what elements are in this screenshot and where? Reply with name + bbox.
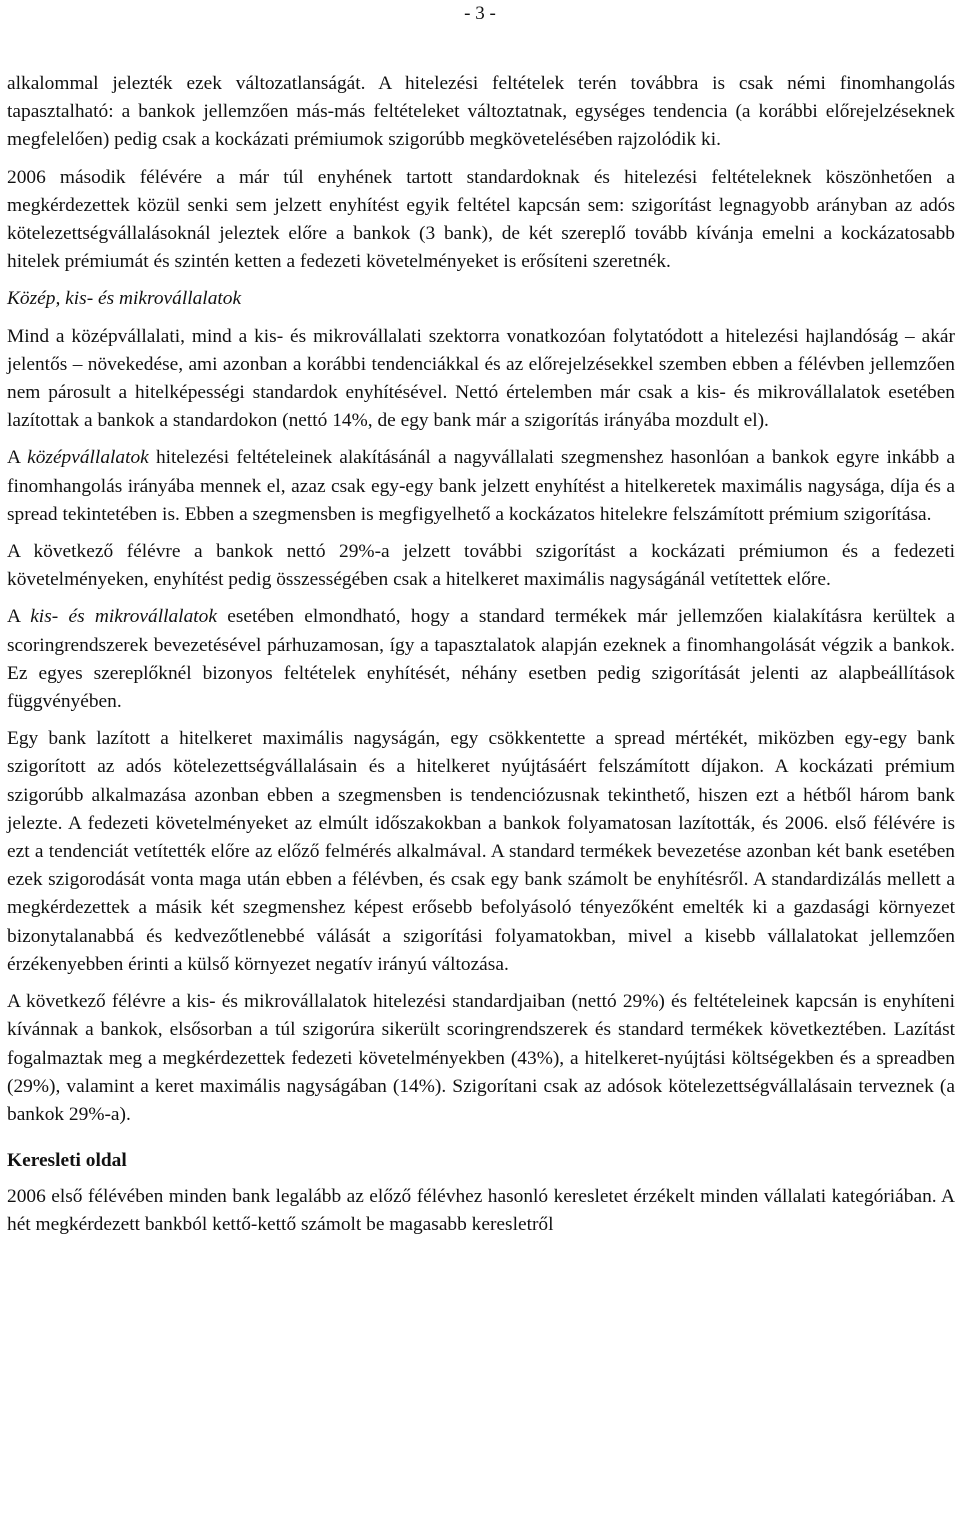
paragraph-9: 2006 első félévében minden bank legalább az előző félévhez hasonló keresletet érzékelt minden vállalati kategóriában. A hét megkérdezett bankból kettő-kettő számolt be magasabb keresletről <box>7 1186 955 1236</box>
p6-lead: A <box>7 606 31 628</box>
section-heading: Keresleti oldal <box>7 1150 127 1172</box>
subheading-sme <box>7 285 955 313</box>
paragraph-1: alkalommal jelezték ezek változatlanságát. A hitelezési feltételek terén továbbra is csak némi finomhangolás tapasztalható: a bankok jellemzően más-más feltételeket változtatnak, egységes tendencia (a korábbi előrejelzéseknek megfelelően) pedig csak a kockázati prémiumok szigorúbb megkövetelésében rajzolódik ki. <box>7 73 955 151</box>
paragraph-2: 2006 második félévére a már túl enyhének tartott standardoknak és hitelezési feltételeknek köszönhetően a megkérdezettek közül senki sem jelzett enyhítést egyik feltétel kapcsán sem: szigorítást legnagyobb arányban az adós kötelezettségvállalásoknál jeleztek előre a bankok (3 bank), de két szereplő tovább kívánja emelni a kockázatosabb hitelek prémiumát és szintén ketten a fedezeti követelményeket is erősíteni szeretnék. <box>7 166 955 273</box>
p4-emphasis: középvállalatok <box>27 447 149 469</box>
paragraph-7: Egy bank lazított a hitelkeret maximális nagyságán, egy csökkentette a spread mértékét, miközben egy-egy bank szigorított az adós kötelezettségvállalásain és a hitelkeret nyújtásáért felszámított díjakon. A kockázati prémium szigorúbb alkalmazása azonban ebben a szegmensben is tendenciózusnak tekinthető, hiszen ezt a hétből három bank jelezte. A fedezeti követelményeket az elmúlt időszakokban a bankok folyamatosan lazították, és 2006. első félévére is ezt a tendenciát vetítették előre az előző felmérés alkalmával. A standard termékek bevezetése azonban két bank esetében ezek szigorodását vonta maga után ebben a félévben, és csak egy bank számolt be enyhítésről. A standardizálás mellett a megkérdezettek a másik két szegmenshez képest erősebb befolyásoló tényezőként emelték ki a gazdasági környezet bizonytalanabbá és kedvezőtlenebbé válását a szigorítási folyamatokban, mivel a kisebb vállalatokat jellemzően érzékenyebben érinti a külső környezet negatív irányú változása. <box>7 728 955 975</box>
paragraph-5: A következő félévre a bankok nettó 29%-a jelzett további szigorítást a kockázati prémiumon és a fedezeti követelményeken, enyhítést pedig összességében csak a hitelkeret maximális nagyságánál vetítettek előre. <box>7 541 955 591</box>
paragraph-8: A következő félévre a kis- és mikrovállalatok hitelezési standardjaiban (nettó 29%) és feltételeinek kapcsán is enyhíteni kívánnak a bankok, elsősorban a túl szigorúra sikerült scoringrendszerek és standard termékek következtében. Lazítást fogalmaztak meg a megkérdezettek fedezeti követelményekben (43%), a hitelkeret-nyújtási költségekben és a spreadben (29%), valamint a keret maximális nagyságában (14%). Szigorítani csak az adósok kötelezettségvállalásain terveznek (a bankok 29%-a). <box>7 991 955 1125</box>
paragraph-6 <box>7 603 955 716</box>
page-number: - 3 - <box>464 3 496 24</box>
paragraph-4 <box>7 444 955 529</box>
subheading-text: Közép, kis- és mikrovállalatok <box>7 288 242 310</box>
p6-rest: esetében elmondható, hogy a standard termékek már jellemzően kialakításra kerültek a scoringrendszerek bevezetésével párhuzamosan, így a tapasztalatok alapján ezeknek a finomhangolását végzik a bankok. Ez egyes szereplőknél bizonyos feltételek enyhítését, néhány esetben pedig szigorítását jelenti az alapbeállítások függvényében. <box>7 606 955 713</box>
document-body <box>7 70 955 1240</box>
p6-emphasis: kis- és mikrovállalatok <box>30 606 217 628</box>
p4-lead: A <box>7 447 28 469</box>
paragraph-3: Mind a középvállalati, mind a kis- és mikrovállalati szektorra vonatkozóan folytatódott a hitelezési hajlandóság – akár jelentős – növekedése, ami azonban a korábbi tendenciákkal és az előrejelzésekkel szemben ebben a félévben jellemzően nem párosult a hitelképességi standardok enyhítésével. Nettó értelemben már csak a kis- és mikrovállalatok esetében lazítottak a bankok a standardokon (nettó 14%, de egy bank már a szigorítás irányába mozdult el). <box>7 325 955 432</box>
p4-rest: hitelezési feltételeinek alakításánál a nagyvállalati szegmenshez hasonlóan a bankok egyre inkább a finomhangolás irányába mennek el, azaz csak egy-egy bank jelzett enyhítést a hitelkeretek maximális nagysága, díja és a spread tekintetében is. Ebben a szegmensben is megfigyelhető a kockázatos hitelekre felszámított prémium szigorítása. <box>7 447 955 525</box>
